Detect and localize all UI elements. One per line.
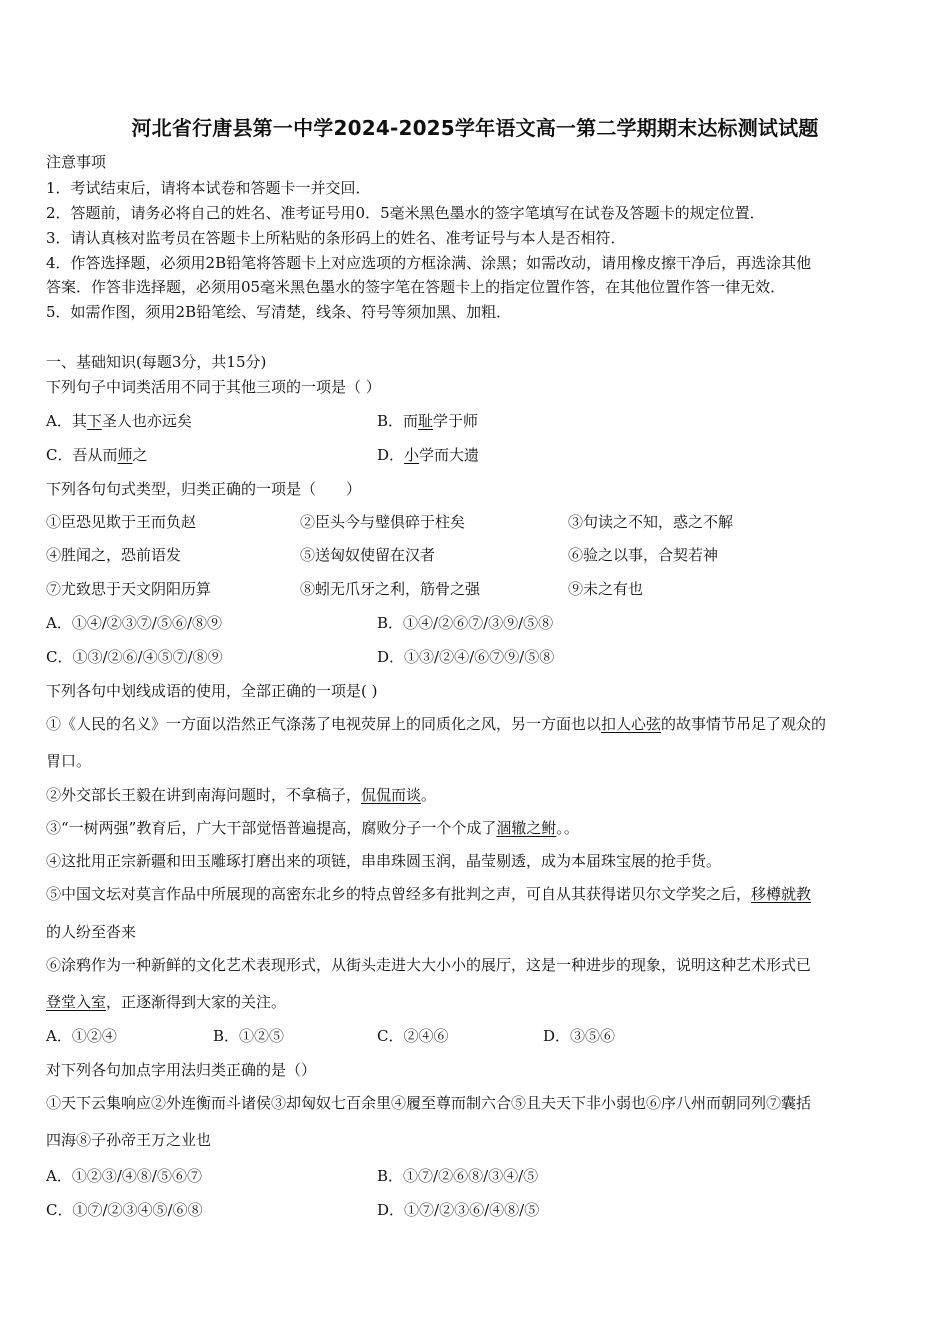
q3-sentence-2 <box>46 785 436 805</box>
q3-sentence-6: ⑥涂鸦作为一种新鲜的文化艺术表现形式，从街头走进大大小小的展厅，这是一种进步的现象，说明这种艺术形式已 <box>46 956 812 974</box>
q3-sentence-1-cont: 胃口。 <box>46 752 92 770</box>
sentence-text: ⑤中国文坛对莫言作品中所展现的高密东北乡的特点曾经多有批判之声，可自从其获得诺贝尔文学奖之后， <box>46 885 752 903</box>
q1-option-a <box>46 411 192 431</box>
notice-item: 3．请认真核对监考员在答题卡上所粘贴的条形码上的姓名、准考证号与本人是否相符． <box>46 229 626 247</box>
q2-option-c: C．①③/②⑥/④⑤⑦/⑧⑨ <box>46 648 223 666</box>
sentence-text: 的故事情节吊足了观众的 <box>661 715 827 733</box>
q4-sentences: ①天下云集响应②外连衡而斗诸侯③却匈奴七百余里④履至尊而制六合⑤且夫天下非小弱也⑥序八州而朝同列⑦囊括 <box>46 1094 812 1112</box>
section-heading: 一、基础知识(每题3分，共15分) <box>46 353 267 371</box>
notice-item: 2．答题前，请务必将自己的姓名、准考证号用0．5毫米黑色墨水的签字笔填写在试卷及答题卡的规定位置． <box>46 204 765 222</box>
q1-option-c <box>46 445 148 465</box>
underlined-word: 小 <box>404 446 420 464</box>
q2-sentence: ⑦尤致思于天文阴阳历算 <box>46 580 212 598</box>
underlined-idiom: 扣人心弦 <box>601 715 662 733</box>
question-2-stem: 下列各句句式类型，归类正确的一项是（ ） <box>46 480 362 498</box>
sentence-text: ，正逐渐得到大家的关注。 <box>106 993 287 1011</box>
sentence-text: 。。 <box>556 819 579 837</box>
underlined-idiom: 移樽就教 <box>751 885 812 903</box>
underlined-idiom: 登堂入室 <box>46 993 107 1011</box>
sentence-text: ③“一树两强”教育后，广大干部觉悟普遍提高，腐败分子一个个成了 <box>46 819 497 837</box>
option-text: 学而大遗 <box>419 446 480 464</box>
q2-sentence: ⑤送匈奴使留在汉者 <box>300 546 436 564</box>
q2-option-a: A．①④/②③⑦/⑤⑥/⑧⑨ <box>46 614 222 632</box>
sentence-text: ①《人民的名义》一方面以浩然正气涤荡了电视荧屏上的同质化之风，另一方面也以 <box>46 715 602 733</box>
q3-sentence-6-cont <box>46 992 286 1012</box>
q2-sentence: ③句读之不知，惑之不解 <box>568 513 734 531</box>
q4-sentences-cont: 四海⑧子孙帝王万之业也 <box>46 1131 212 1149</box>
notice-item: 4．作答选择题，必须用2B铅笔将答题卡上对应选项的方框涂满、涂黑；如需改动，请用橡皮擦干净后，再选涂其他 <box>46 254 812 272</box>
option-text: A．其 <box>46 412 87 430</box>
q3-option-c: C．②④⑥ <box>377 1027 449 1045</box>
q3-sentence-5-cont: 的人纷至沓来 <box>46 923 137 941</box>
q2-sentence: ②臣头今与璧俱碎于柱矣 <box>300 513 466 531</box>
q3-option-a: A．①②④ <box>46 1027 117 1045</box>
question-3-stem: 下列各句中划线成语的使用，全部正确的一项是( ) <box>46 682 378 700</box>
q4-option-a: A．①②③/④⑧/⑤⑥⑦ <box>46 1167 202 1185</box>
q3-sentence-4: ④这批用正宗新疆和田玉雕琢打磨出来的项链，串串珠圆玉润，晶莹剔透，成为本届珠宝展的抢手货。 <box>46 852 722 870</box>
q3-sentence-5 <box>46 884 811 904</box>
sentence-text: 。 <box>421 786 437 804</box>
q2-sentence: ⑥验之以事，合契若神 <box>568 546 719 564</box>
q3-option-b: B．①②⑤ <box>213 1027 285 1045</box>
underlined-word: 师 <box>117 446 133 464</box>
option-text: B．而 <box>377 412 419 430</box>
question-4-stem: 对下列各句加点字用法归类正确的是（） <box>46 1061 317 1079</box>
option-text: 圣人也亦远矣 <box>101 412 192 430</box>
sentence-text: ②外交部长王毅在讲到南海问题时，不拿稿子， <box>46 786 362 804</box>
q4-option-c: C．①⑦/②③④⑤/⑥⑧ <box>46 1201 203 1219</box>
q4-option-b: B．①⑦/②⑥⑧/③④/⑤ <box>377 1167 539 1185</box>
q2-sentence: ⑧蚓无爪牙之利，筋骨之强 <box>300 580 481 598</box>
notice-heading: 注意事项 <box>46 153 107 171</box>
q2-sentence: ①臣恐见欺于王而负赵 <box>46 513 197 531</box>
q2-sentence: ⑨未之有也 <box>568 580 644 598</box>
q3-sentence-3 <box>46 818 579 838</box>
page-title: 河北省行唐县第一中学2024-2025学年语文高一第二学期期末达标测试试题 <box>131 116 819 140</box>
option-text: D． <box>377 446 405 464</box>
q1-option-d <box>377 445 479 465</box>
question-1-stem: 下列句子中词类活用不同于其他三项的一项是（ ） <box>46 378 381 396</box>
q3-sentence-1 <box>46 714 826 734</box>
underlined-word: 耻 <box>418 412 434 430</box>
q3-option-d: D．③⑤⑥ <box>543 1027 616 1045</box>
notice-item: 答案．作答非选择题，必须用05毫米黑色墨水的签字笔在答题卡上的指定位置作答，在其他位置作答一律无效． <box>46 278 786 296</box>
underlined-idiom: 涸辙之鲋 <box>496 819 557 837</box>
q2-option-d: D．①③/②④/⑥⑦⑨/⑤⑧ <box>377 648 555 666</box>
notice-item: 1．考试结束后，请将本试卷和答题卡一并交回． <box>46 179 371 197</box>
q4-option-d: D．①⑦/②③⑥/④⑧/⑤ <box>377 1201 540 1219</box>
q1-option-b <box>377 411 478 431</box>
underlined-word: 下 <box>86 412 102 430</box>
q2-option-b: B．①④/②⑥⑦/③⑨/⑤⑧ <box>377 614 554 632</box>
option-text: 之 <box>132 446 148 464</box>
underlined-idiom: 侃侃而谈 <box>361 786 422 804</box>
q2-sentence: ④胜闻之，恐前语发 <box>46 546 182 564</box>
notice-item: 5．如需作图，须用2B铅笔绘、写清楚，线条、符号等须加黑、加粗． <box>46 303 512 321</box>
option-text: 学于师 <box>433 412 479 430</box>
option-text: C．吾从而 <box>46 446 118 464</box>
